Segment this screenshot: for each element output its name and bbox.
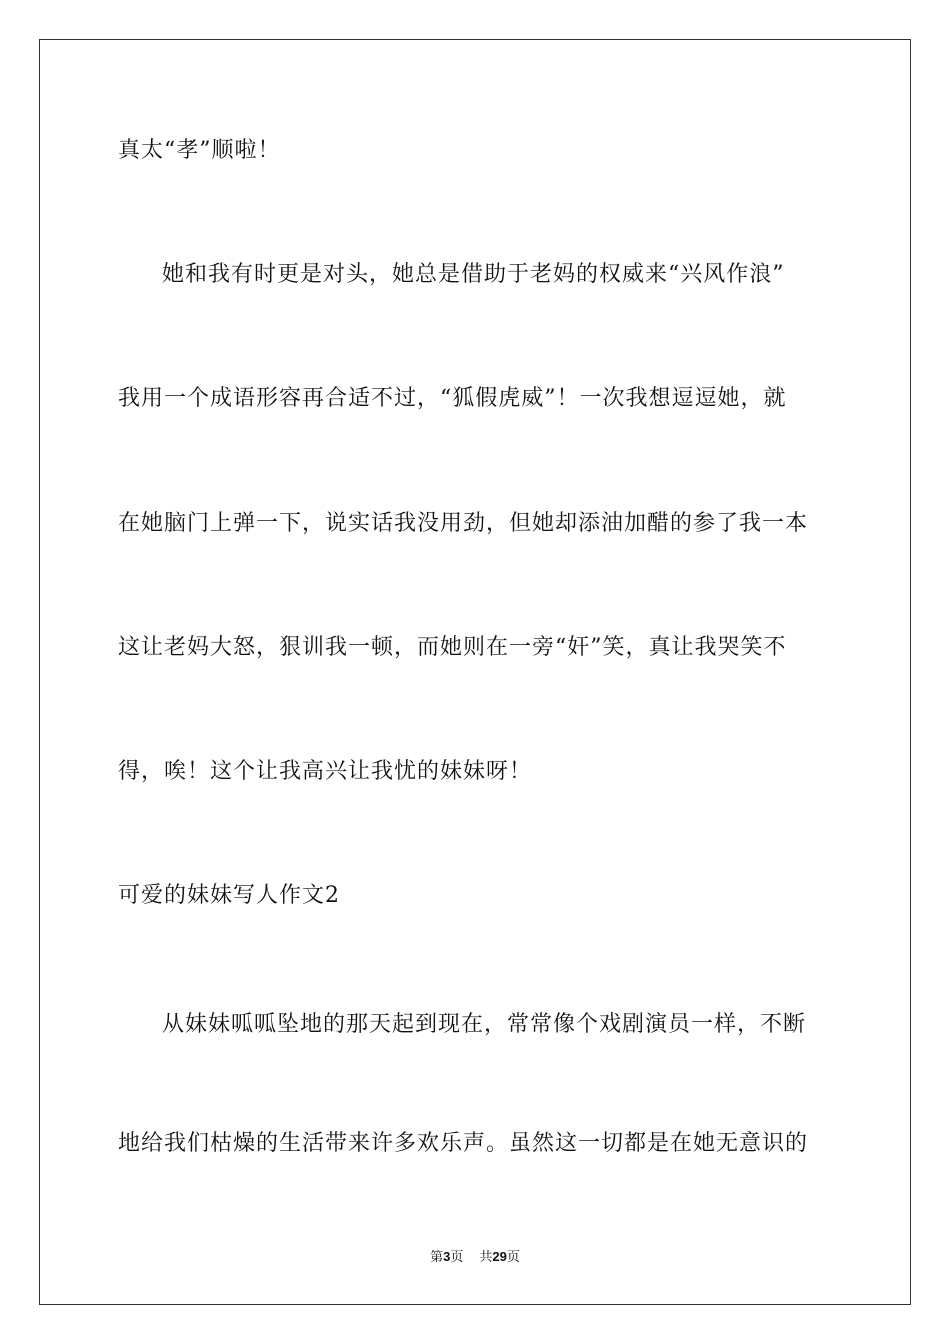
- text-line-3: 我用一个成语形容再合适不过，“狐假虎威”！一次我想逗逗她，就: [118, 386, 787, 411]
- text-line-1: 真太“孝”顺啦！: [118, 138, 281, 163]
- text-line-9: 地给我们枯燥的生活带来许多欢乐声。虽然这一切都是在她无意识的: [118, 1131, 809, 1156]
- text-line-4: 在她脑门上弹一下，说实话我没用劲，但她却添油加醋的参了我一本: [118, 511, 809, 536]
- page-prefix: 第: [430, 1250, 444, 1265]
- text-line-8: 从妹妹呱呱坠地的那天起到现在，常常像个戏剧演员一样，不断: [162, 1012, 807, 1037]
- page-suffix: 页: [450, 1250, 464, 1265]
- total-pages: 29: [492, 1249, 507, 1264]
- text-line-5: 这让老妈大怒，狠训我一顿，而她则在一旁“奸”笑，真让我哭笑不: [118, 635, 787, 660]
- total-prefix: 共: [479, 1250, 493, 1265]
- page-footer: [0, 1248, 950, 1267]
- text-line-2: 她和我有时更是对头，她总是借助于老妈的权威来“兴风作浪”: [162, 262, 785, 287]
- section-heading: 可爱的妹妹写人作文2: [118, 883, 340, 908]
- text-line-6: 得，唉！这个让我高兴让我忧的妹妹呀！: [118, 759, 533, 784]
- page-border: [39, 39, 911, 1305]
- total-suffix: 页: [506, 1250, 520, 1265]
- page-number: 3: [443, 1249, 451, 1264]
